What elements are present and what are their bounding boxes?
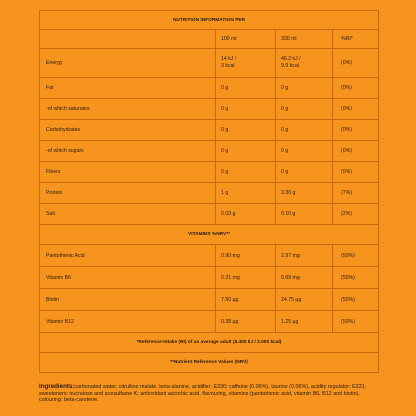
row-ri: (0%) [333,99,379,120]
row-ri: (2%) [333,204,379,225]
nutrition-table [39,10,379,373]
table-row-energy [40,49,379,78]
footnote-ri: *Reference-Intake (RI) of an average adult (8.400 kJ / 2.000 kcal) [40,333,379,353]
vitamin-per100: 0.21 mg [216,267,276,289]
row-label: Fat [40,78,216,99]
vitamin-nrv: (50%) [333,311,379,333]
ingredients-list: carbonated water, citrulline malate, beta-alanine, acidifier: E330; caffeine (0.06%), taurine (0.06%), acidity regulator: E331; sweeteners: sucralose and acesulfame K; antioxidant ascorbic acid, flavouring, vitamins (pantothenic acid, vitamin B6, B12 and biotin), colouring: beta-carotene. [39,384,367,404]
energy-ri: (0%) [333,49,379,78]
vitamins-title: VITAMINS %NRV** [40,225,379,245]
header-cell-100ml: 100 ml [216,30,276,49]
table-row [40,183,379,204]
row-label: Carbohydrates [40,120,216,141]
energy-per330-kj: 46.2 kJ / [281,56,301,62]
row-per100: 0.03 g [216,204,276,225]
vitamin-per100: 7.50 µg [216,289,276,311]
row-per330: 0 g [276,162,333,183]
row-per330: 3.30 g [276,183,333,204]
row-per100: 0 g [216,99,276,120]
header-cell-ri: %RI* [333,30,379,49]
table-title: NUTRITION INFORMATION PER [40,11,379,30]
row-per330: 0.10 g [276,204,333,225]
row-label: -of which sugars [40,141,216,162]
footnote-ri-row [40,333,379,353]
vitamin-per100: 0.38 µg [216,311,276,333]
ingredients-label: Ingredients: [39,383,75,390]
header-cell-330ml: 330 ml [276,30,333,49]
footnote-nrv: **Nutrient Reference Values (NRV) [40,353,379,373]
table-row [40,204,379,225]
vitamin-nrv: (50%) [333,289,379,311]
vitamin-label: Pantothenic Acid [40,245,216,267]
energy-per100-kcal: 3 kcal [221,63,235,69]
row-per100: 1 g [216,183,276,204]
header-cell-name [40,30,216,49]
energy-per330-kcal: 9.9 kcal [281,63,299,69]
vitamin-label: Vitamin B12 [40,311,216,333]
vitamin-per330: 2.97 mg [276,245,333,267]
row-ri: (0%) [333,141,379,162]
vitamin-label: Biotin [40,289,216,311]
vitamin-row [40,245,379,267]
table-row [40,99,379,120]
vitamin-row [40,267,379,289]
row-label: Energy [40,49,216,78]
row-ri: (0%) [333,78,379,99]
row-ri: (0%) [333,162,379,183]
vitamin-nrv: (50%) [333,245,379,267]
row-per330: 0 g [276,78,333,99]
row-per330: 0 g [276,99,333,120]
row-ri: (0%) [333,120,379,141]
row-per330: 0 g [276,141,333,162]
row-per100: 0 g [216,141,276,162]
row-per100: 0 g [216,78,276,99]
energy-per330 [276,49,333,78]
ingredients-text-block [39,384,384,404]
vitamin-label: Vitamin B6 [40,267,216,289]
table-row [40,78,379,99]
table-header-row [40,30,379,49]
vitamin-row [40,311,379,333]
table-title-row [40,11,379,30]
row-label: -of which saturates [40,99,216,120]
vitamins-title-row [40,225,379,245]
vitamin-per330: 1.25 µg [276,311,333,333]
vitamin-nrv: (50%) [333,267,379,289]
row-per100: 0 g [216,162,276,183]
table-row [40,162,379,183]
footnote-nrv-row [40,353,379,373]
table-row [40,141,379,162]
row-per100: 0 g [216,120,276,141]
row-label: Salt [40,204,216,225]
vitamin-row [40,289,379,311]
energy-per100 [216,49,276,78]
row-label: Protein [40,183,216,204]
row-label: Fibers [40,162,216,183]
vitamin-per100: 0.90 mg [216,245,276,267]
row-ri: (7%) [333,183,379,204]
vitamin-per330: 0.69 mg [276,267,333,289]
energy-per100-kj: 14 kJ / [221,56,237,62]
table-row [40,120,379,141]
vitamin-per330: 24.75 µg [276,289,333,311]
row-per330: 0 g [276,120,333,141]
